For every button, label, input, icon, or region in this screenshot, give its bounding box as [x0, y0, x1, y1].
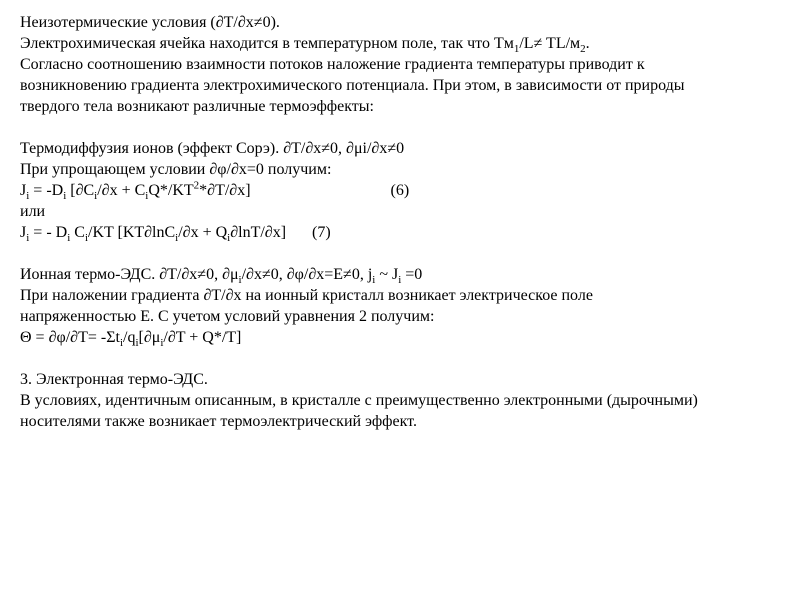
blank-line: [20, 243, 795, 264]
equation-theta: $\Theta = \partial\varphi/\partial T= -\Sigma t_i/q_i[\partial\mu_i/\partial T + Q*/T]$: [20, 329, 242, 350]
heading-non-isothermal: Неизотермические условия (∂T/∂x≠0).: [20, 14, 280, 31]
equation-6-number: (6): [390, 182, 410, 199]
equation-7-number: (7): [312, 224, 331, 241]
text-reciprocity-2: возникновению градиента электрохимического потенциала. При этом, в зависимости от природы: [20, 77, 685, 94]
heading-ionic-emf: Ионная термо-ЭДС. ∂T/∂x≠0, $\partial\mu_i/\partial x\ne 0$, ∂φ/∂x=E≠0, $j_i$ ~ $J_i =0$: [20, 266, 423, 287]
text-gradient-1: При наложении градиента ∂T/∂x на ионный кристалл возникает электрическое поле: [20, 287, 593, 304]
equation-7: $J_i$ = - $D_i$ $C_i/KT$ $[KT\partial\ln C_i/\partial x + Q_i\partial\ln T/\partial x]$ (7): [20, 224, 331, 245]
blank-line: [20, 348, 795, 369]
heading-electronic-emf: 3. Электронная термо-ЭДС.: [20, 371, 208, 388]
text-or: или: [20, 203, 46, 220]
text-simplifying-condition: При упрощающем условии ∂φ/∂x=0 получим:: [20, 161, 332, 178]
text-reciprocity-3: твердого тела возникают различные термоэффекты:: [20, 98, 374, 115]
document-text: [20, 12, 795, 432]
text-temperature-field: Электрохимическая ячейка находится в температурном поле, так что $Tм_1/L\ne TL/м_2$.: [20, 35, 590, 56]
text-electronic-1: В условиях, идентичным описанным, в кристалле с преимущественно электронными (дырочными): [20, 392, 698, 409]
equation-6: $J_i = -D_i$ $[\partial C_i/\partial x + C_iQ*/KT^2*\partial T/\partial x]$ (6): [20, 179, 410, 203]
blank-line: [20, 117, 795, 138]
text-reciprocity-1: Согласно соотношению взаимности потоков наложение градиента температуры приводит к: [20, 56, 645, 73]
text-gradient-2: напряженностью E. С учетом условий уравнения 2 получим:: [20, 308, 435, 325]
text-electronic-2: носителями также возникает термоэлектрический эффект.: [20, 413, 417, 430]
heading-soret: Термодиффузия ионов (эффект Сорэ). ∂T/∂x≠0, ∂μi/∂x≠0: [20, 140, 405, 157]
